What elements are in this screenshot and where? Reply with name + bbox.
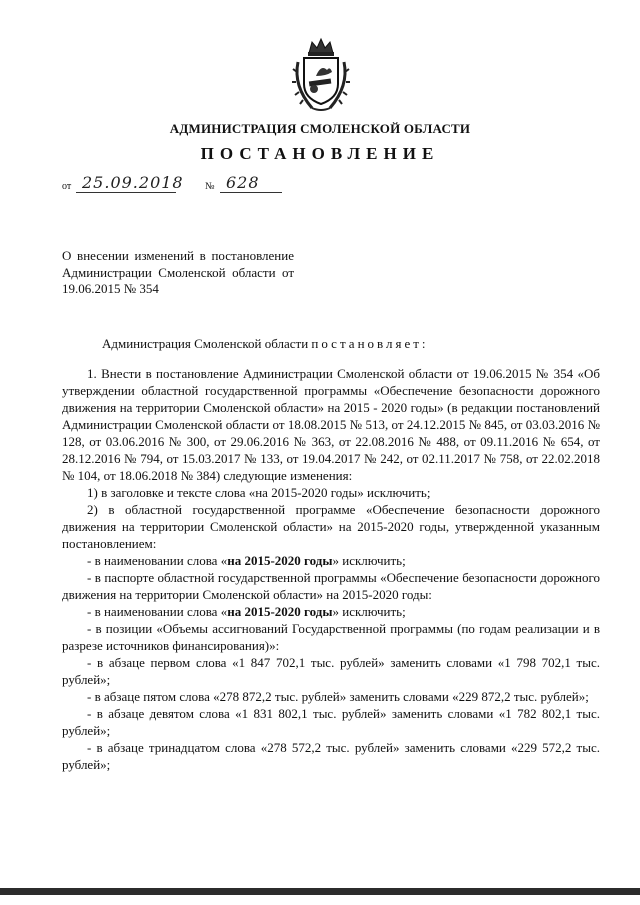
item-passport-before: - в наименовании слова «: [87, 604, 228, 619]
paragraph-1-2: 2) в областной государственной программе «Обеспечение безопасности дорожного движения на территории Смоленской области» на 2015-2020 годы, утвержденной указанным постановлением:: [62, 502, 600, 551]
list-item: - в абзаце девятом слова «1 831 802,1 тыс. рублей» заменить словами «1 782 802,1 тыс. рублей»;: [62, 706, 600, 738]
list-item: - в позиции «Объемы ассигнований Государственной программы (по годам реализации и в разрезе источников финансирования)»:: [62, 621, 600, 653]
date-prefix: от: [62, 181, 72, 192]
item-title-bold: на 2015-2020 годы: [227, 553, 333, 568]
number-handwritten: 628: [226, 173, 260, 192]
number-underline: [220, 192, 282, 193]
date-handwritten: 25.09.2018: [82, 173, 184, 192]
list-item: - в абзаце пятом слова «278 872,2 тыс. рублей» заменить словами «229 872,2 тыс. рублей»;: [87, 689, 589, 704]
number-prefix: №: [205, 181, 215, 192]
intro-verb: постановляет:: [311, 336, 429, 351]
item-title-after: » исключить;: [332, 553, 406, 568]
document-subject: О внесении изменений в постановление Администрации Смоленской области от 19.06.2015 № 354: [62, 248, 294, 296]
document-type-title: ПОСТАНОВЛЕНИЕ: [200, 144, 440, 163]
passport-paragraph: - в паспорте областной государственной программы «Обеспечение безопасности дорожного движения на территории Смоленской области» на 2015-2020 годы:: [62, 570, 600, 602]
list-item: - в абзаце тринадцатом слова «278 572,2 тыс. рублей» заменить словами «229 572,2 тыс. рублей»;: [62, 740, 600, 772]
item-title-change: [62, 552, 600, 569]
list-item: - в абзаце первом слова «1 847 702,1 тыс. рублей» заменить словами «1 798 702,1 тыс. рублей»;: [62, 655, 600, 687]
item-title-before: - в наименовании слова «: [87, 553, 228, 568]
paragraph-1: 1. Внести в постановление Администрации Смоленской области от 19.06.2015 № 354 «Об утверждении областной государственной программы «Обеспечение безопасности дорожного движения на территории Смоленской области» на 2015 - 2020 годы» (в редакции постановлений Администрации Смоленской области от 18.08.2015 № 513, от 24.12.2015 № 845, от 03.03.2016 № 128, от 03.06.2016 № 300, от 29.06.2016 № 363, от 22.08.2016 № 488, от 09.11.2016 № 654, от 28.12.2016 № 794, от 15.03.2017 № 133, от 19.04.2017 № 242, от 02.11.2017 № 758, от 22.02.2018 № 104, от 18.06.2018 № 384) следующие изменения:: [62, 366, 600, 483]
intro-paragraph: [62, 335, 600, 352]
scan-bottom-edge: [0, 888, 640, 895]
intro-text: Администрация Смоленской области: [102, 336, 312, 351]
item-passport-after: » исключить;: [332, 604, 406, 619]
document-body: [62, 335, 600, 773]
coat-of-arms-icon: [290, 36, 352, 112]
item-passport-bold: на 2015-2020 годы: [227, 604, 333, 619]
item-passport-title-change: [62, 603, 600, 620]
organization-name: АДМИНИСТРАЦИЯ СМОЛЕНСКОЙ ОБЛАСТИ: [169, 121, 471, 136]
date-underline: [76, 192, 176, 193]
paragraph-1-1: 1) в заголовке и тексте слова «на 2015-2020 годы» исключить;: [87, 485, 431, 500]
